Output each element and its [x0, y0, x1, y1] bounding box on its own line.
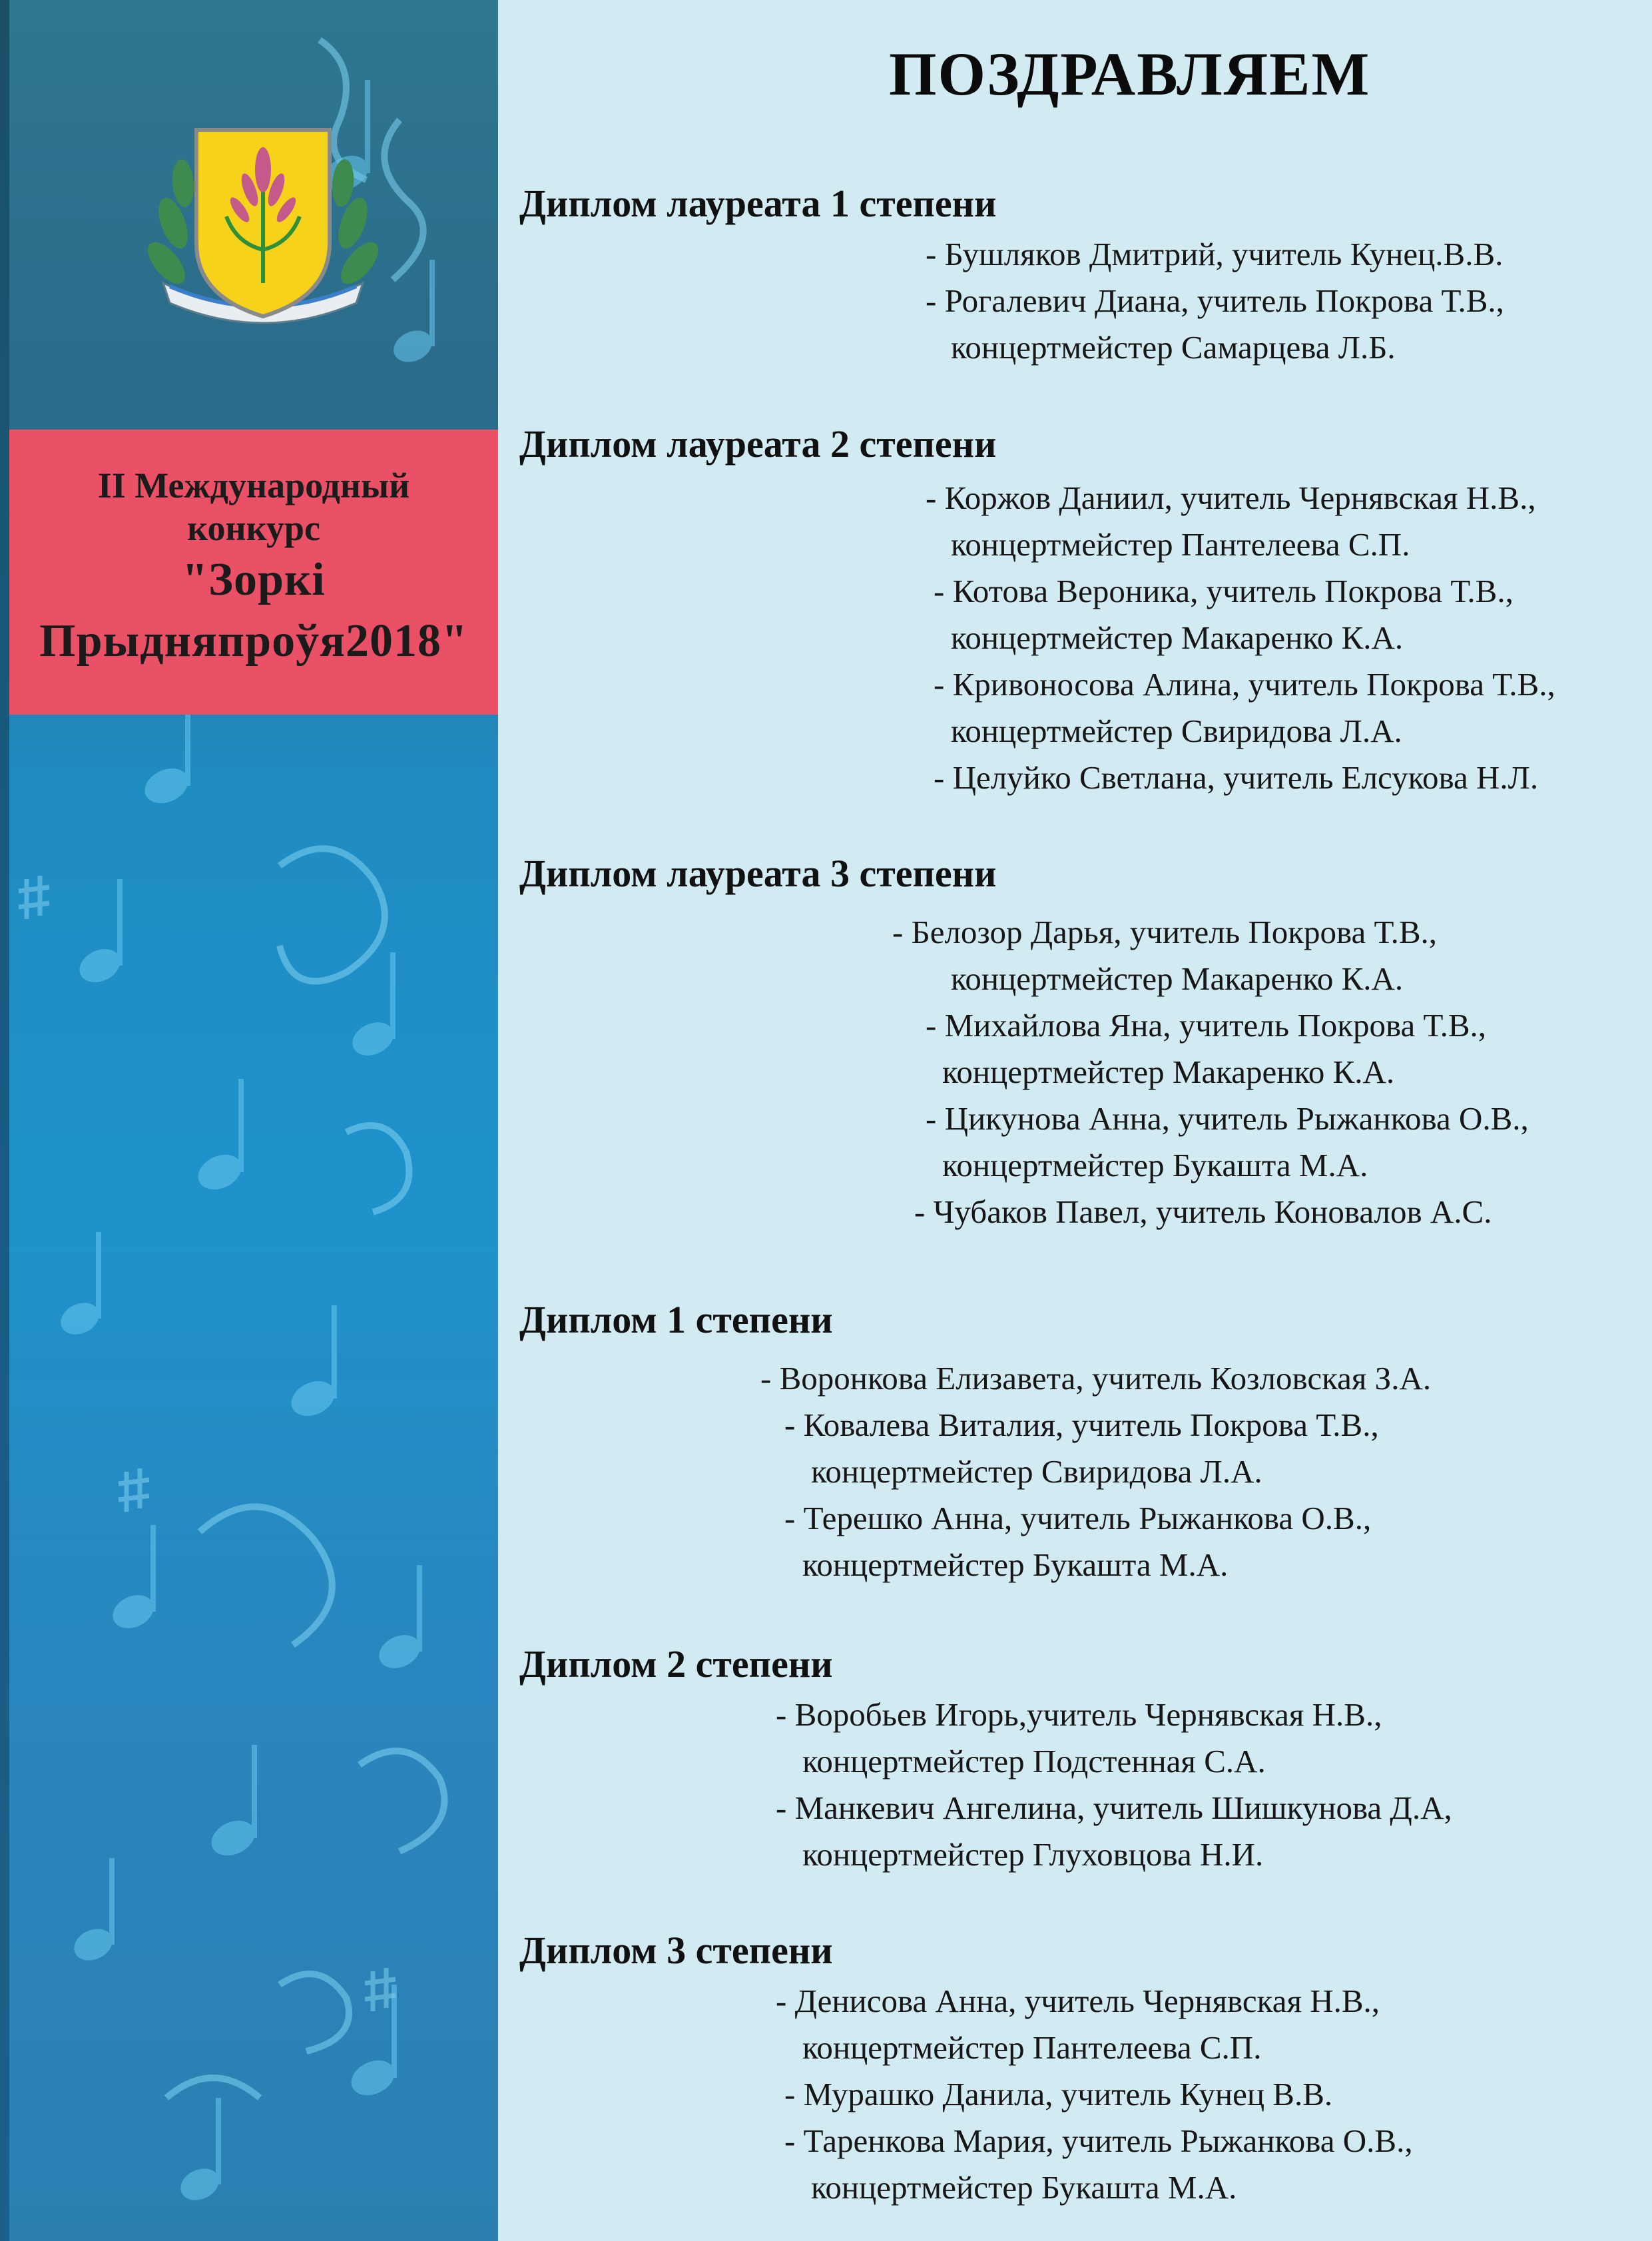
accompanist-line: концертмейстер Пантелеева С.П. [802, 2029, 1262, 2066]
accompanist-line: концертмейстер Пантелеева С.П. [951, 526, 1410, 563]
winner-entry: - Кривоносова Алина, учитель Покрова Т.В., [934, 666, 1555, 703]
accompanist-line: концертмейстер Букашта М.А. [802, 1546, 1229, 1583]
accompanist-line: концертмейстер Свиридова Л.А. [951, 713, 1402, 749]
winner-entry: - Воробьев Игорь,учитель Чернявская Н.В., [776, 1696, 1382, 1733]
section-heading: Диплом лауреата 3 степени [519, 852, 997, 895]
winner-entry: - Ковалева Виталия, учитель Покрова Т.В., [784, 1407, 1379, 1443]
winner-entry: - Чубаков Павел, учитель Коновалов А.С. [914, 1193, 1492, 1230]
winner-entry: - Белозор Дарья, учитель Покрова Т.В., [892, 914, 1437, 950]
section-heading: Диплом 1 степени [519, 1298, 833, 1341]
accompanist-line: концертмейстер Свиридова Л.А. [811, 1453, 1262, 1490]
accompanist-line: концертмейстер Подстенная С.А. [802, 1743, 1266, 1779]
winner-entry: - Цикунова Анна, учитель Рыжанкова О.В., [926, 1100, 1529, 1137]
page-title: ПОЗДРАВЛЯЕМ [889, 40, 1371, 108]
winner-entry: - Михайлова Яна, учитель Покрова Т.В., [926, 1007, 1486, 1044]
accompanist-line: концертмейстер Самарцева Л.Б. [951, 329, 1396, 366]
winner-entry: - Таренкова Мария, учитель Рыжанкова О.В., [784, 2122, 1413, 2159]
accompanist-line: концертмейстер Макаренко К.А. [942, 1054, 1395, 1090]
winner-entry: - Коржов Даниил, учитель Чернявская Н.В., [926, 480, 1536, 516]
accompanist-line: концертмейстер Букашта М.А. [942, 1147, 1368, 1183]
winner-entry: - Воронкова Елизавета, учитель Козловская З.А. [760, 1360, 1432, 1397]
coat-of-arms-emblem [143, 117, 383, 336]
winner-entry: - Котова Вероника, учитель Покрова Т.В., [934, 573, 1514, 609]
contest-title-line-1: II Международный [97, 466, 410, 505]
winner-entry: - Бушляков Дмитрий, учитель Кунец.В.В. [926, 236, 1504, 272]
contest-title-panel [9, 430, 498, 715]
contest-title-line-3: "Зоркі [182, 554, 326, 605]
winner-entry: - Мурашко Данила, учитель Кунец В.В. [784, 2076, 1333, 2112]
winner-entry: - Рогалевич Диана, учитель Покрова Т.В., [926, 282, 1504, 319]
winner-entry: - Манкевич Ангелина, учитель Шишкунова Д.А, [776, 1789, 1452, 1826]
accompanist-line: концертмейстер Букашта М.А. [811, 2169, 1237, 2206]
winner-entry: - Целуйко Светлана, учитель Елсукова Н.Л. [934, 759, 1539, 796]
accompanist-line: концертмейстер Макаренко К.А. [951, 960, 1404, 997]
section-heading: Диплом лауреата 2 степени [519, 422, 997, 466]
winner-entry: - Терешко Анна, учитель Рыжанкова О.В., [784, 1500, 1372, 1536]
winner-entry: - Денисова Анна, учитель Чернявская Н.В., [776, 1983, 1380, 2019]
section-heading: Диплом 3 степени [519, 1929, 833, 1972]
accompanist-line: концертмейстер Глуховцова Н.И. [802, 1836, 1264, 1873]
accompanist-line: концертмейстер Макаренко К.А. [951, 619, 1404, 656]
decorative-sidebar [0, 0, 498, 2241]
section-heading: Диплом лауреата 1 степени [519, 182, 997, 225]
contest-title-line-4: Прыдняпроўя2018" [39, 615, 468, 667]
contest-title-line-2: конкурс [187, 508, 320, 548]
section-heading: Диплом 2 степени [519, 1642, 833, 1686]
